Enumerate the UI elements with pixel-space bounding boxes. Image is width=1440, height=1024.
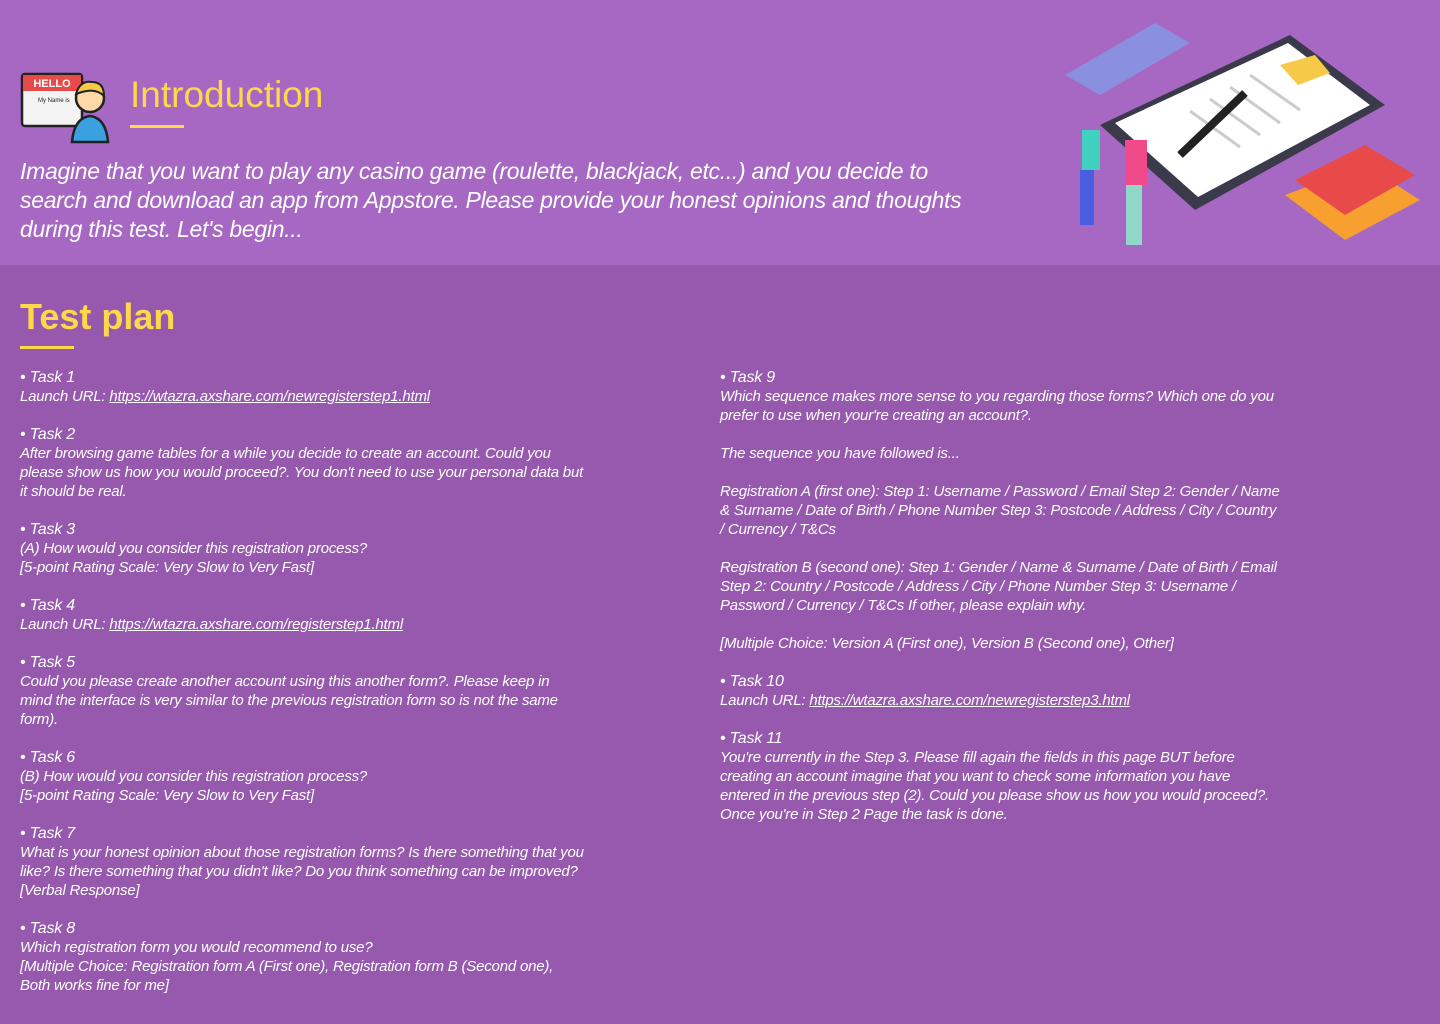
task-11 <box>720 729 1280 824</box>
task-title: • Task 8 <box>20 920 75 937</box>
title-underline <box>130 125 184 128</box>
intro-section <box>0 0 1440 265</box>
task-title: • Task 2 <box>20 426 75 443</box>
task-text: What is your honest opinion about those registration forms? Is there something that you like? Is there something that you didn't like? Do you think something can be improved? [Verbal Response] <box>20 844 584 899</box>
title-underline <box>20 346 74 349</box>
tasks-left-column <box>20 368 585 1014</box>
task-9 <box>720 368 1280 653</box>
task-1-url-link[interactable]: https://wtazra.axshare.com/newregisterstep1.html <box>109 388 430 405</box>
task-scale: [5-point Rating Scale: Very Slow to Very Fast] <box>20 559 314 576</box>
clipboard-checklist-illustration <box>1060 15 1430 260</box>
task-4 <box>20 596 585 634</box>
hello-name-tag-illustration <box>20 70 112 144</box>
test-plan-title: Test plan <box>20 296 176 337</box>
task-7 <box>20 824 585 900</box>
registration-b-sequence: Registration B (second one): Step 1: Gender / Name & Surname / Date of Birth / Email Step 2: Country / Postcode / Address / City / Phone Number Step 3: Username / Password / Currency / T&Cs If other, please explain why. <box>720 559 1277 614</box>
task-text: Which registration form you would recommend to use? <box>20 939 373 956</box>
task-5 <box>20 653 585 729</box>
task-text: (B) How would you consider this registration process? <box>20 768 368 785</box>
task-title: • Task 7 <box>20 825 75 842</box>
task-10-url-link[interactable]: https://wtazra.axshare.com/newregisterstep3.html <box>809 692 1130 709</box>
task-title: • Task 9 <box>720 369 775 386</box>
task-title: • Task 6 <box>20 749 75 766</box>
task-title: • Task 1 <box>20 369 75 386</box>
task-title: • Task 11 <box>720 730 783 747</box>
registration-a-sequence: Registration A (first one): Step 1: Username / Password / Email Step 2: Gender / Name & Surname / Date of Birth / Phone Number Step 3: Postcode / Address / City / Country / Currency / T&Cs <box>720 483 1280 538</box>
hello-badge-subtext: My Name is <box>38 98 70 104</box>
hello-badge-text: HELLO <box>33 78 71 90</box>
tasks-right-column <box>720 368 1280 843</box>
task-6 <box>20 748 585 805</box>
task-text: Which sequence makes more sense to you regarding those forms? Which one do you prefer to use when your're creating an account?. <box>720 388 1274 424</box>
task-title: • Task 5 <box>20 654 75 671</box>
intro-title: Introduction <box>130 74 324 115</box>
intro-text: Imagine that you want to play any casino game (roulette, blackjack, etc...) and you decide to search and download an app from Appstore. Please provide your honest opinions and thoughts during this test. Let's begin... <box>20 158 962 242</box>
task-text: (A) How would you consider this registration process? <box>20 540 368 557</box>
task-choices: [Multiple Choice: Registration form A (First one), Registration form B (Second one), Both works fine for me] <box>20 958 554 994</box>
task-10 <box>720 672 1280 710</box>
task-title: • Task 3 <box>20 521 75 538</box>
task-2 <box>20 425 585 501</box>
task-4-url-link[interactable]: https://wtazra.axshare.com/registerstep1.html <box>109 616 403 633</box>
task-text: After browsing game tables for a while you decide to create an account. Could you please show us how you would proceed?. You don't need to use your personal data but it should be real. <box>20 445 584 500</box>
task-8 <box>20 919 585 995</box>
task-title: • Task 4 <box>20 597 75 614</box>
task-3 <box>20 520 585 577</box>
task-text: You're currently in the Step 3. Please fill again the fields in this page BUT before creating an account imagine that you want to check some information you have entered in the previous step (2). Could you please show us how you would proceed?. Once you're in Step 2 Page the task is done. <box>720 749 1269 823</box>
task-1 <box>20 368 585 406</box>
launch-url-label: Launch URL: <box>20 616 110 633</box>
launch-url-label: Launch URL: <box>720 692 810 709</box>
task-text: The sequence you have followed is... <box>720 445 960 462</box>
task-scale: [5-point Rating Scale: Very Slow to Very Fast] <box>20 787 314 804</box>
task-text: Could you please create another account using this another form?. Please keep in mind the interface is very similar to the previous registration form so is not the same form). <box>20 673 558 728</box>
task-title: • Task 10 <box>720 673 784 690</box>
launch-url-label: Launch URL: <box>20 388 110 405</box>
task-choices: [Multiple Choice: Version A (First one), Version B (Second one), Other] <box>720 635 1174 652</box>
